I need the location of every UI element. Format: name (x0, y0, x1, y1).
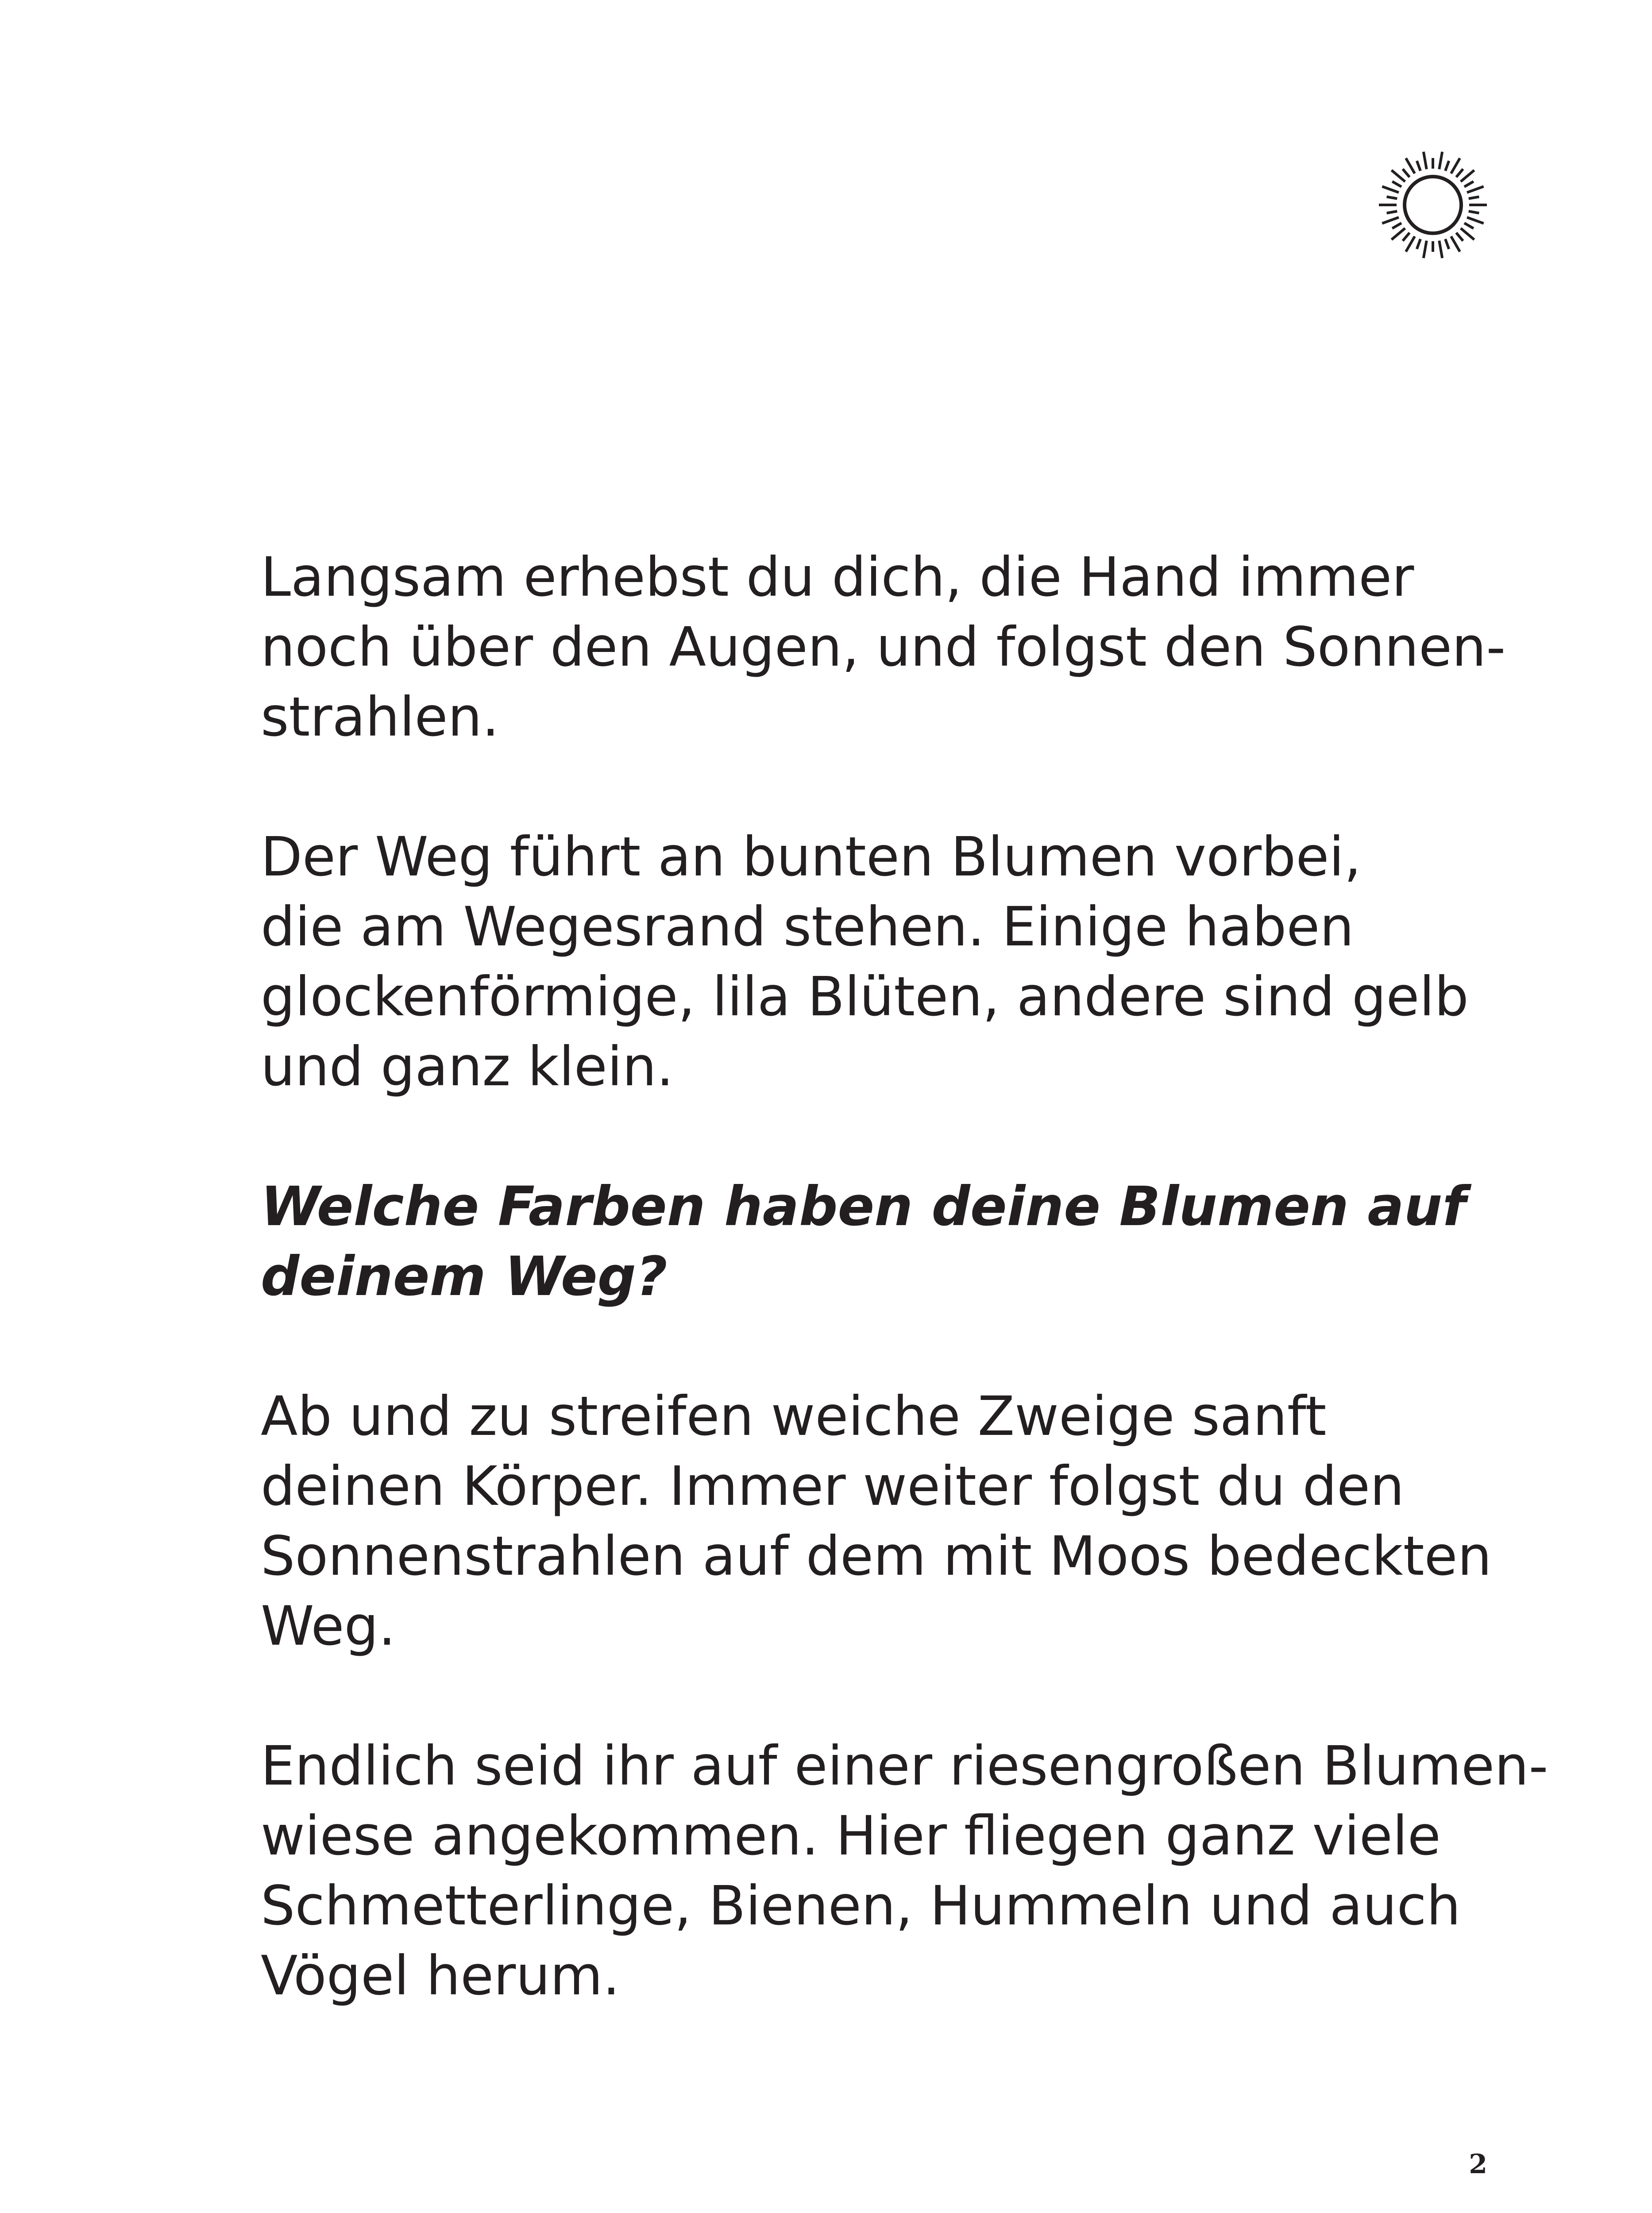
text-line: Schmetterlinge, Bienen, Hummeln und auch (261, 1874, 1461, 1937)
sun-ray (1456, 169, 1463, 177)
question-paragraph (261, 1172, 1544, 1311)
sun-ray (1451, 236, 1460, 252)
sun-ray (1417, 239, 1420, 249)
sun-ray (1424, 152, 1427, 169)
page-number: 2 (1469, 2149, 1487, 2180)
sun-ray (1403, 233, 1409, 241)
sun-ray (1469, 197, 1479, 199)
text-line: Weg. (261, 1595, 396, 1658)
text-line: und ganz klein. (261, 1035, 674, 1098)
sun-ray (1467, 217, 1484, 224)
story-text (261, 542, 1548, 2081)
sun-ray (1382, 186, 1399, 193)
text-line: Endlich seid ihr auf einer riesengroßen Blumen- (261, 1735, 1548, 1797)
text-line: Der Weg führt an bunten Blumen vorbei, (261, 825, 1362, 888)
sun-ray (1461, 170, 1474, 182)
text-line: Langsam erhebst du dich, die Hand immer (261, 546, 1414, 609)
text-line: wiese angekommen. Hier fliegen ganz viele (261, 1804, 1441, 1867)
text-line: Ab und zu streifen weiche Zweige sanft (261, 1385, 1327, 1448)
sun-ray (1403, 169, 1409, 177)
sun-ray (1382, 217, 1399, 224)
sun-ray (1445, 161, 1449, 171)
text-line: Vögel herum. (261, 1944, 620, 2007)
sun-icon (1378, 150, 1488, 260)
text-line: die am Wegesrand stehen. Einige haben (261, 895, 1354, 958)
sun-ray (1424, 241, 1427, 258)
text-line: deinen Körper. Immer weiter folgst du den (261, 1455, 1405, 1518)
text-line: deinem Weg? (261, 1245, 668, 1308)
sun-ray (1392, 228, 1405, 240)
sun-ray (1406, 158, 1415, 173)
text-line: strahlen. (261, 686, 499, 748)
sun-ray (1461, 228, 1474, 240)
paragraph-1 (261, 542, 1544, 752)
sun-ray (1464, 181, 1474, 187)
text-line: noch über den Augen, und folgst den Sonnen- (261, 616, 1506, 679)
text-line: glockenförmige, lila Blüten, andere sind gelb (261, 965, 1469, 1028)
sun-ray (1439, 241, 1442, 258)
sun-ray (1417, 161, 1420, 171)
sun-ray (1392, 181, 1401, 187)
paragraph-4 (261, 1381, 1544, 1661)
sun-ray (1451, 158, 1460, 173)
sun-ray (1445, 239, 1449, 249)
paragraph-5 (261, 1731, 1548, 2011)
sun-ray (1469, 211, 1479, 213)
sun-ray (1387, 197, 1397, 199)
sun-ray (1392, 170, 1405, 182)
paragraph-2 (261, 822, 1544, 1102)
sun-ray (1464, 223, 1474, 228)
text-line: Sonnenstrahlen auf dem mit Moos bedeckten (261, 1525, 1492, 1588)
sun-ray (1392, 223, 1401, 228)
sun-ray (1387, 211, 1397, 213)
sun-ray (1456, 233, 1463, 241)
sun-ray (1406, 236, 1415, 252)
text-line: Welche Farben haben deine Blumen auf (261, 1175, 1466, 1238)
sun-ray (1467, 186, 1484, 193)
sun-ray (1439, 152, 1442, 169)
